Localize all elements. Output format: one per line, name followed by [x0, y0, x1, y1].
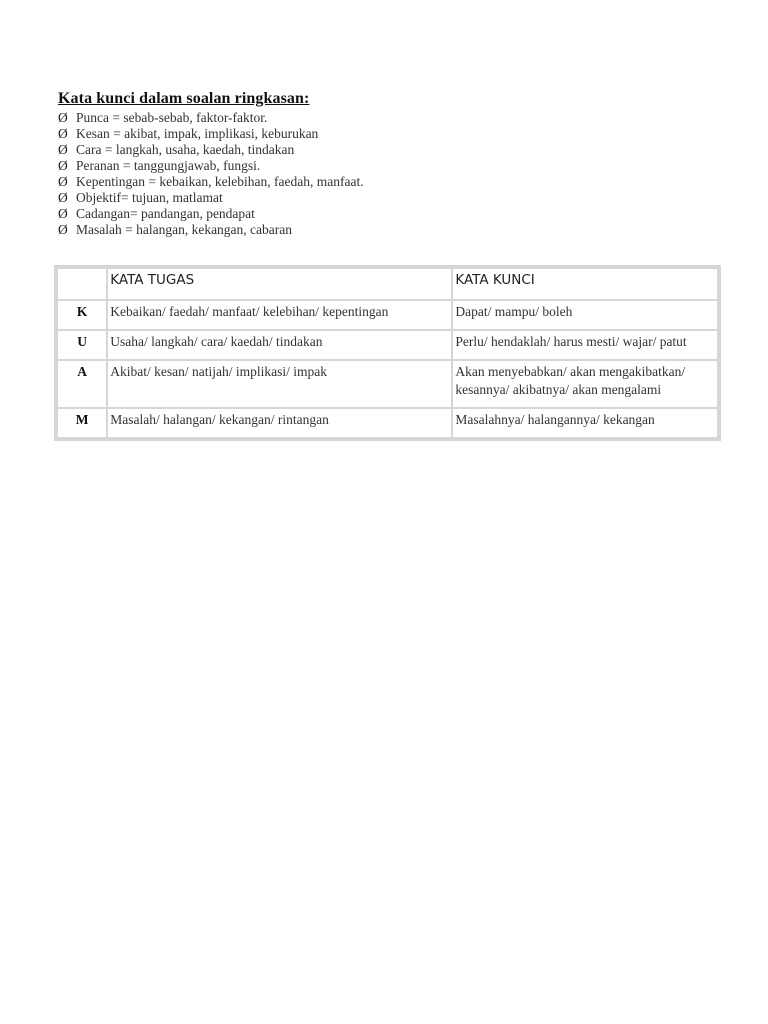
list-item	[58, 126, 364, 142]
bullet-marker-icon: Ø	[58, 142, 68, 157]
list-item-text: Punca = sebab-sebab, faktor-faktor.	[76, 110, 268, 125]
list-item	[58, 110, 364, 126]
list-item-text: Kepentingan = kebaikan, kelebihan, faedah, manfaat.	[76, 174, 364, 189]
list-item-text: Kesan = akibat, impak, implikasi, keburukan	[76, 126, 319, 141]
table-row	[58, 301, 717, 329]
bullet-marker-icon: Ø	[58, 206, 68, 221]
table-row	[58, 331, 717, 359]
kata-kunci-cell: Akan menyebabkan/ akan mengakibatkan/ kesannya/ akibatnya/ akan mengalami	[453, 361, 717, 407]
row-letter: A	[58, 361, 106, 407]
kata-kunci-cell: Dapat/ mampu/ boleh	[453, 301, 717, 329]
header-cell-kata-kunci: KATA KUNCI	[453, 269, 717, 299]
list-item	[58, 174, 364, 190]
row-letter: K	[58, 301, 106, 329]
bullet-marker-icon: Ø	[58, 126, 68, 141]
list-item-text: Cara = langkah, usaha, kaedah, tindakan	[76, 142, 295, 157]
list-item-text: Peranan = tanggungjawab, fungsi.	[76, 158, 261, 173]
table-header-row	[58, 269, 717, 299]
kuam-table	[54, 265, 721, 441]
list-item	[58, 142, 364, 158]
section-heading: Kata kunci dalam soalan ringkasan:	[58, 90, 310, 107]
kata-kunci-cell: Perlu/ hendaklah/ harus mesti/ wajar/ patut	[453, 331, 717, 359]
list-item-text: Masalah = halangan, kekangan, cabaran	[76, 222, 293, 237]
kata-tugas-cell: Masalah/ halangan/ kekangan/ rintangan	[108, 409, 451, 437]
list-item	[58, 190, 364, 206]
row-letter: U	[58, 331, 106, 359]
bullet-marker-icon: Ø	[58, 174, 68, 189]
list-item-text: Cadangan= pandangan, pendapat	[76, 206, 255, 221]
list-item-text: Objektif= tujuan, matlamat	[76, 190, 223, 205]
list-item	[58, 206, 364, 222]
bullet-marker-icon: Ø	[58, 158, 68, 173]
kata-tugas-cell: Usaha/ langkah/ cara/ kaedah/ tindakan	[108, 331, 451, 359]
kata-tugas-cell: Kebaikan/ faedah/ manfaat/ kelebihan/ kepentingan	[108, 301, 451, 329]
bullet-marker-icon: Ø	[58, 110, 68, 125]
row-letter: M	[58, 409, 106, 437]
list-item	[58, 158, 364, 174]
table-row	[58, 409, 717, 437]
keyword-list	[58, 110, 364, 238]
kata-kunci-cell: Masalahnya/ halangannya/ kekangan	[453, 409, 717, 437]
bullet-marker-icon: Ø	[58, 222, 68, 237]
table-row	[58, 361, 717, 407]
header-cell-kata-tugas: KATA TUGAS	[108, 269, 451, 299]
header-cell-empty	[58, 269, 106, 299]
list-item	[58, 222, 364, 238]
kata-tugas-cell: Akibat/ kesan/ natijah/ implikasi/ impak	[108, 361, 451, 407]
bullet-marker-icon: Ø	[58, 190, 68, 205]
